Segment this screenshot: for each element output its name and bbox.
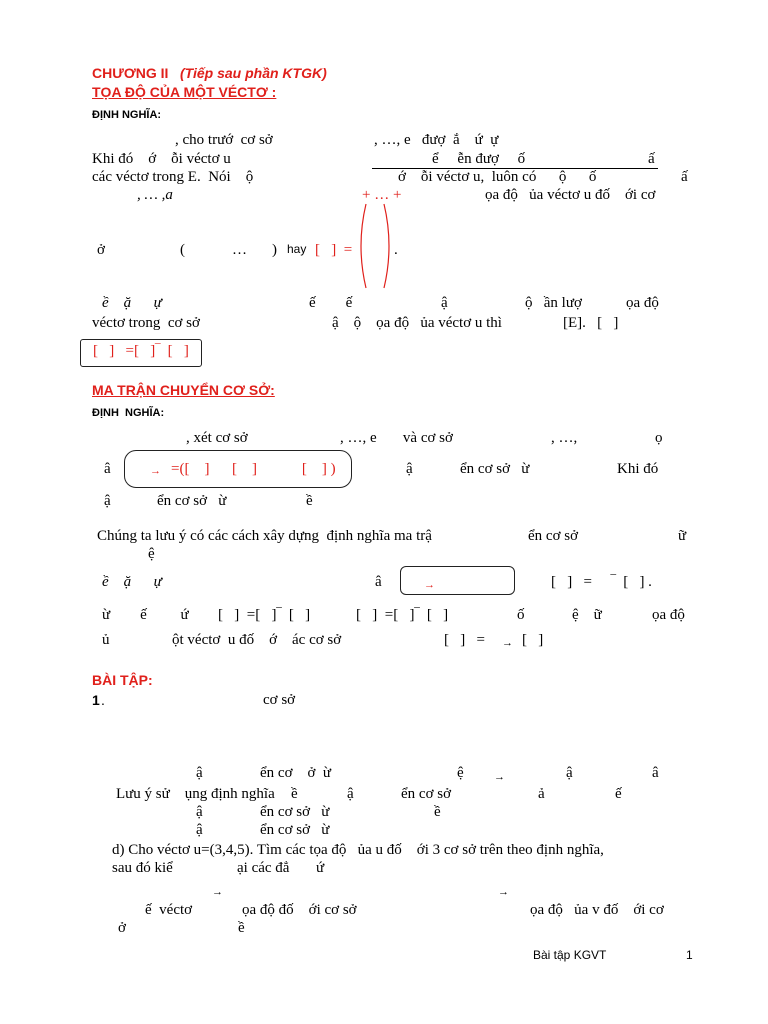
body-text: ả: [538, 786, 545, 802]
body-text: ển cơ ở ừ: [260, 765, 332, 781]
body-text: ậ: [196, 804, 203, 820]
body-text: ọa độ ủa v đố ới cơ: [530, 902, 664, 918]
formula-part: [ ]: [522, 632, 544, 648]
body-text: ế ế: [309, 295, 353, 311]
body-text: ậ: [196, 765, 203, 781]
body-text: â: [104, 461, 111, 477]
body-text: ề: [238, 920, 245, 936]
body-text: …: [232, 242, 247, 258]
body-text: [ ] = ‾ [ ] .: [551, 574, 652, 590]
body-text: ọa độ ủa véctơ u đố ới cơ: [485, 187, 656, 203]
exercise-part-d: d) Cho véctơ u=(3,4,5). Tìm các tọa độ ủa u đố ới 3 cơ sở trên theo định nghĩa,: [112, 842, 604, 858]
body-text: ọa độ: [626, 295, 659, 311]
body-text: ữ: [678, 528, 687, 544]
formula-part: [ ] =: [444, 632, 485, 648]
section-title-vector-coordinates: TỌA ĐỘ CỦA MỘT VÉCTƠ :: [92, 84, 277, 100]
exercise-number-dot: .: [101, 692, 105, 708]
body-text: ọa độ đố ới cơ sở: [242, 902, 357, 918]
body-text: ọ: [655, 430, 663, 446]
body-text: ề: [306, 493, 313, 509]
body-text: â: [375, 574, 382, 590]
body-text: ậ: [196, 822, 203, 838]
formula-change-of-basis: [ ] =[ ]‾ [ ]: [93, 343, 189, 359]
body-text: ấ: [648, 151, 655, 167]
exercises-title: BÀI TẬP:: [92, 672, 153, 688]
body-text: ển cơ sở: [528, 528, 579, 544]
body-text: ủ: [102, 632, 110, 648]
formula-part: + … +: [362, 187, 402, 203]
body-text: (: [180, 242, 185, 258]
body-text: Khi đó: [617, 461, 659, 477]
body-text: ột véctơ u đố ớ ác cơ sở: [172, 632, 342, 648]
body-text: ố: [517, 607, 525, 623]
body-text: ển cơ sở ừ: [260, 822, 330, 838]
body-text: sau đó kiể: [112, 860, 173, 876]
body-text: ại các đẳ: [237, 860, 290, 876]
body-text: ệ ữ: [572, 607, 602, 623]
arrow-symbol: →: [494, 771, 505, 783]
body-text: ề ặ ự: [102, 295, 162, 311]
body-text: ừ ế ứ: [102, 607, 189, 623]
footer-label: Bài tập KGVT: [533, 948, 607, 962]
body-text: ậ: [347, 786, 354, 802]
body-text: Lưu ý sử ụng định nghĩa: [116, 786, 275, 802]
body-text: véctơ trong cơ sở: [92, 315, 200, 331]
formula-part: [ ] =[ ]‾ [ ]: [218, 607, 311, 623]
body-text: ể ễn đượ ố: [432, 151, 526, 167]
body-text: ậ: [566, 765, 573, 781]
body-text: ): [272, 242, 277, 258]
body-text: ở: [97, 242, 105, 258]
body-text: ậ ộ ọa độ ủa véctơ u thì: [332, 315, 502, 331]
body-text: , xét cơ sở: [186, 430, 248, 446]
body-text: ề: [291, 786, 298, 802]
body-text: ấ: [681, 169, 688, 185]
body-text: ớ ỗi véctơ u, luôn có ộ ố: [398, 169, 597, 185]
body-text: ế véctơ: [145, 902, 193, 918]
body-text: ệ: [148, 546, 155, 562]
body-text: ển cơ sở: [401, 786, 452, 802]
body-text: các véctơ trong E. Nói ộ: [92, 169, 254, 185]
body-text: .: [394, 242, 398, 258]
definition-label: ĐỊNH NGHĨA:: [92, 109, 162, 121]
body-text: ậ: [406, 461, 413, 477]
chapter-note: (Tiếp sau phần KTGK): [180, 65, 327, 81]
section-title-basis-change-matrix: MA TRẬN CHUYỂN CƠ SỞ:: [92, 382, 275, 398]
formula-transition-matrix: =([ ] [ ] [ ] ): [171, 461, 336, 477]
definition-label: ĐỊNH NGHĨA:: [92, 407, 165, 419]
body-text: , …, e và cơ sở: [340, 430, 453, 446]
arrow-symbol: →: [212, 886, 223, 898]
body-text: Khi đó ớ ỗi véctơ u: [92, 151, 231, 167]
page-number: 1: [686, 948, 693, 962]
body-text: ứ: [316, 860, 325, 876]
body-text: , cho trướ cơ sở: [175, 132, 273, 148]
body-text: ậ: [441, 295, 448, 311]
body-text: Chúng ta lưu ý có các cách xây dựng định nghĩa ma trậ: [97, 528, 432, 544]
body-text: â: [652, 765, 659, 781]
body-text: ển cơ sở ừ: [157, 493, 227, 509]
body-text: ề ặ ự: [102, 574, 162, 590]
body-text: ậ: [104, 493, 111, 509]
body-text: ở: [118, 920, 126, 936]
body-text: ển cơ sở ừ: [460, 461, 530, 477]
body-text: ộ ần lượ: [525, 295, 582, 311]
body-text: ển cơ sở ừ: [260, 804, 330, 820]
body-text: [E]. [ ]: [563, 315, 619, 331]
arrow-symbol: →: [502, 637, 513, 649]
body-text: , …, e đượ ắ ứ ự: [374, 132, 499, 148]
body-text: ề: [434, 804, 441, 820]
body-text: , …,: [551, 430, 578, 446]
formula-part: [ ] =[ ]‾ [ ]: [356, 607, 449, 623]
body-text: ọa độ: [652, 607, 685, 623]
arrow-symbol: →: [498, 886, 509, 898]
body-text: ế: [615, 786, 622, 802]
exercise-number: 1: [92, 692, 100, 708]
arrow-symbol: →: [150, 465, 161, 477]
column-vector-brackets: [356, 200, 396, 292]
chapter-heading: CHƯƠNG II: [92, 65, 169, 81]
arrow-symbol: →: [424, 579, 435, 591]
body-text: hay: [287, 242, 307, 256]
body-text: , … ,a: [137, 187, 173, 203]
body-text: ệ: [457, 765, 464, 781]
body-text: cơ sở: [263, 692, 296, 708]
formula-part: [ ] =: [315, 242, 353, 258]
formula-box: [400, 566, 515, 595]
